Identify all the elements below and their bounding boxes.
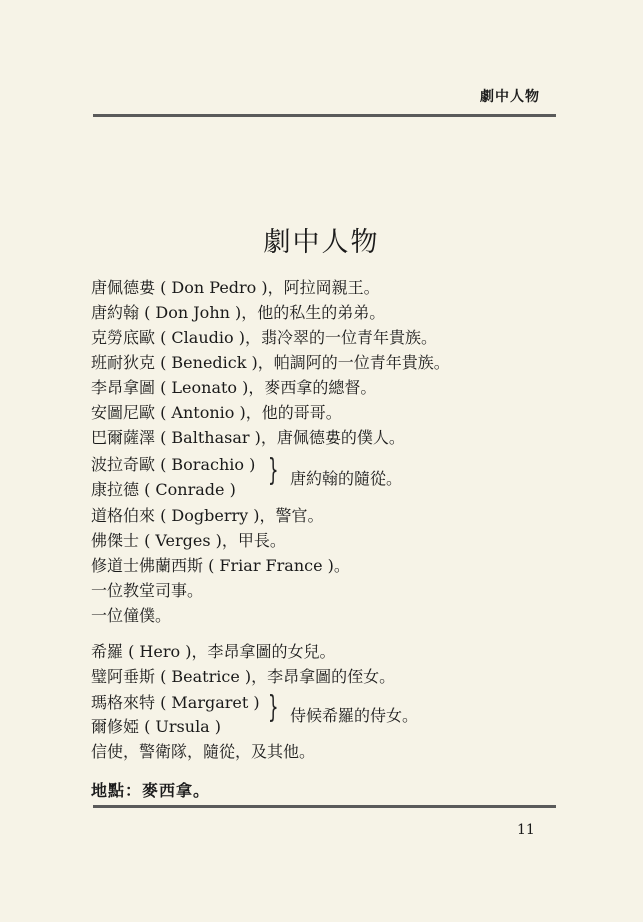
cast-entry: 克勞底歐 ( Claudio )，翡冷翠的一位青年貴族。 — [91, 328, 437, 347]
cast-entry: 信使，警衛隊，隨從，及其他。 — [91, 742, 316, 761]
cast-entry: 佛傑士 ( Verges )，甲長。 — [91, 531, 286, 550]
cast-entry: 唐約翰 ( Don John )，他的私生的弟弟。 — [91, 303, 386, 322]
group-brace: } — [268, 690, 279, 725]
cast-entry: 璧阿垂斯 ( Beatrice )，李昂拿圖的侄女。 — [91, 667, 396, 686]
running-head: 劇中人物 — [480, 89, 540, 105]
cast-entry: 班耐狄克 ( Benedick )，帕調阿的一位青年貴族。 — [91, 353, 450, 372]
cast-entry: 一位僮僕。 — [91, 606, 172, 625]
cast-entry: 唐佩德婁 ( Don Pedro )，阿拉岡親王。 — [91, 278, 380, 297]
cast-entry: 爾修婭 ( Ursula ) — [91, 717, 222, 736]
cast-entry: 瑪格來特 ( Margaret ) — [91, 693, 260, 712]
cast-entry: 波拉奇歐 ( Borachio ) — [91, 455, 256, 474]
group-brace: } — [268, 453, 279, 488]
bottom-rule — [93, 805, 556, 808]
group-description: 侍候希羅的侍女。 — [290, 706, 419, 725]
top-rule — [93, 114, 556, 117]
setting-line: 地點：麥西拿。 — [91, 781, 211, 800]
cast-entry: 一位教堂司事。 — [91, 581, 204, 600]
cast-entry: 安圖尼歐 ( Antonio )，他的哥哥。 — [91, 403, 342, 422]
cast-entry: 修道士佛蘭西斯 ( Friar France )。 — [91, 556, 350, 575]
cast-entry: 道格伯來 ( Dogberry )，警官。 — [91, 506, 324, 525]
cast-entry: 巴爾薩澤 ( Balthasar )，唐佩德婁的僕人。 — [91, 428, 405, 447]
cast-entry: 康拉德 ( Conrade ) — [91, 480, 236, 499]
cast-entry: 李昂拿圖 ( Leonato )，麥西拿的總督。 — [91, 378, 377, 397]
cast-entry: 希羅 ( Hero )，李昂拿圖的女兒。 — [91, 642, 336, 661]
page-title: 劇中人物 — [263, 227, 380, 258]
page-number: 11 — [517, 822, 535, 838]
group-description: 唐約翰的隨從。 — [290, 469, 403, 488]
